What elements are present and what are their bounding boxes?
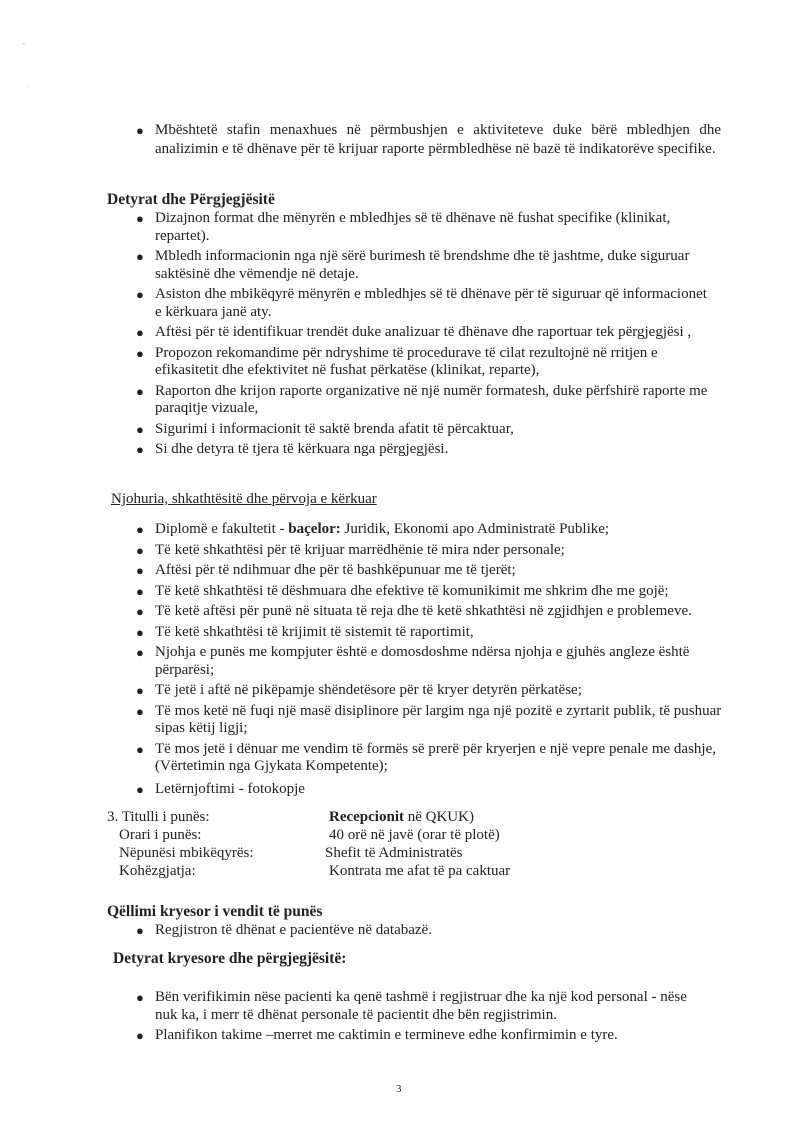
job-row-supervisor: Nëpunësi mbikëqyrës: Shefit të Administratës [119, 845, 463, 861]
bullet-icon: ● [136, 325, 144, 340]
bullet-icon: ● [136, 645, 144, 660]
job-info [107, 808, 667, 880]
bullet-icon: ● [136, 345, 144, 361]
intro-block [131, 121, 721, 162]
list-item: ● Planifikon takime –merret me caktimin e termineve edhe konfirmimin e tyre. [136, 1027, 618, 1043]
job-row-title: 3. Titulli i punës: Recepcionit në QKUK) [107, 809, 474, 825]
purpose-list-block [131, 922, 711, 943]
bullet-icon: ● [136, 583, 144, 599]
list-item: ● Sigurimi i informacionit të saktë brenda afatit të përcaktuar, [136, 420, 514, 437]
bullet-icon: ● [136, 123, 144, 138]
bullet-icon: ● [136, 442, 144, 457]
bullet-icon: ● [136, 604, 144, 619]
list-item: ● Të mos jetë i dënuar me vendim të formës së prerë për kryerjen e një vepre penale me dashje, (Vërtetimin nga Gjykata Kompetente); [136, 740, 717, 774]
bullet-icon: ● [136, 923, 144, 938]
section-title: Detyrat dhe Përgjegjësitë [107, 191, 275, 208]
list-item: ● Asiston dhe mbikëqyrë mënyrën e mbledhjes së të dhënave për të siguruar që informacionet e kërkuara janë aty. [136, 286, 707, 320]
bullet-icon: ● [136, 249, 144, 264]
list-item: ● Të ketë aftësi për punë në situata të reja dhe të ketë shkathtësi në zgjidhjen e problemeve. [136, 603, 692, 619]
duties-list-block [131, 210, 711, 462]
list-item: ● Të jetë i aftë në pikëpamje shëndetësore për të kryer detyrën përkatëse; [136, 682, 582, 698]
bullet-icon: ● [136, 383, 144, 399]
list-item: ● Diplomë e fakultetit - baçelor: Juridik, Ekonomi apo Administratë Publike; [136, 521, 610, 537]
bullet-icon: ● [136, 683, 144, 698]
list-item: ● Aftësi për të ndihmuar dhe për të bashkëpunuar me të tjerët; [136, 562, 516, 578]
list-item: ● Të mos ketë në fuqi një masë disiplinore për largim nga një pozitë e zyrtarit publik, të pushuar sipas këtij ligji; [136, 702, 722, 736]
bullet-icon: ● [136, 211, 144, 226]
section-title: Qëllimi kryesor i vendit të punës [107, 903, 323, 920]
bullet-icon: ● [136, 542, 144, 558]
bullet-icon: ● [136, 421, 144, 437]
section-title: Detyrat kryesore dhe përgjegjësitë: [113, 950, 347, 967]
bullet-icon: ● [136, 741, 144, 757]
job-row-schedule: Orari i punës: 40 orë në javë (orar të plotë) [119, 827, 500, 843]
scan-mark: - [22, 38, 25, 48]
list-item: ● Mbledh informacionin nga një sërë burimesh të brendshme dhe të jashtme, duke siguruar saktësinë dhe vëmendje në detaje. [136, 248, 690, 282]
main-duties-list-block [131, 989, 711, 1048]
list-item: ● Raporton dhe krijon raporte organizative në një numër formatesh, duke përfshirë raporte me paraqitje vizuale, [136, 382, 708, 416]
bullet-icon: ● [136, 624, 144, 640]
job-row-duration: Kohëzgjatja: Kontrata me afat të pa caktuar [119, 863, 511, 879]
page-number: 3 [396, 1083, 402, 1095]
list-item: ● Aftësi për të identifikuar trendët duke analizuar të dhënave dhe raportuar tek përgjegjësi , [136, 324, 692, 340]
list-item: ● Të ketë shkathtësi të krijimit të sistemit të raportimit, [136, 623, 474, 640]
list-item: ● Të ketë shkathtësi të dëshmuara dhe efektive të komunikimit me shkrim dhe me gojë; [136, 582, 669, 599]
list-item: ● Mbështetë stafin menaxhues në përmbushjen e aktiviteteve duke bërë mbledhjen dhe analizimin e të dhënave për të krijuar raporte përmbledhëse në bazë të indikatorëve specifike. [136, 122, 721, 157]
list-item: ● Si dhe detyra të tjera të kërkuara nga përgjegjësi. [136, 441, 449, 457]
bullet-icon: ● [136, 287, 144, 302]
list-item: ● Bën verifikimin nëse pacienti ka qenë tashmë i regjistruar dhe ka një kod personal - nëse nuk ka, i merr të dhënat personale të pacientit dhe bën regjistrimin. [136, 989, 687, 1023]
bullet-icon: ● [136, 990, 144, 1005]
knowledge-list-block [131, 521, 731, 801]
list-item: ● Letërnjoftimi - fotokopje [136, 780, 305, 797]
section-title: Njohuria, shkathtësitë dhe përvoja e kërkuar [111, 491, 377, 507]
bullet-icon: ● [136, 781, 144, 797]
bullet-icon: ● [136, 522, 144, 537]
list-item: ● Regjistron të dhënat e pacientëve në databazë. [136, 922, 432, 938]
list-item: ● Njohja e punës me kompjuter është e domosdoshme ndërsa njohja e gjuhës angleze është përparësi; [136, 644, 690, 678]
list-item: ● Propozon rekomandime për ndryshime të procedurave të cilat rezultojnë në rritjen e efikasitetit dhe efektivitet në fushat përkatëse (klinikat, reparte), [136, 344, 658, 378]
bullet-icon: ● [136, 563, 144, 578]
list-item: ● Të ketë shkathtësi për të krijuar marrëdhënie të mira nder personale; [136, 541, 565, 558]
bullet-icon: ● [136, 703, 144, 719]
list-item: ● Dizajnon format dhe mënyrën e mbledhjes së të dhënave në fushat specifike (klinikat, repartet). [136, 210, 671, 244]
bullet-icon: ● [136, 1028, 144, 1043]
scan-mark: ˙ [26, 84, 29, 94]
